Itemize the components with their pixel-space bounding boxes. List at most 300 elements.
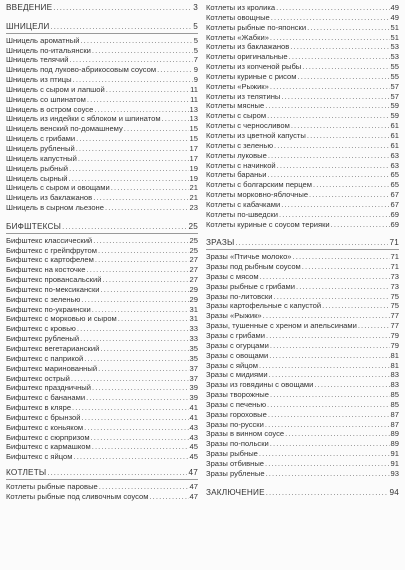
entry-title: Шницель со шпинатом xyxy=(6,94,86,104)
page-number: 19 xyxy=(189,173,198,183)
page-number: 51 xyxy=(390,22,399,32)
page-number: 57 xyxy=(390,91,399,101)
entry-title: Котлеты рыбные под сливочным соусом xyxy=(6,491,149,501)
entry-title: Шницель из индейки с яблоком и шпинатом xyxy=(6,114,161,124)
entry-title: Зразы «Рыжик» xyxy=(206,311,262,321)
page-number: 89 xyxy=(390,429,399,439)
dot-leader xyxy=(101,285,189,295)
page-number: 63 xyxy=(390,160,399,170)
page-number: 39 xyxy=(189,393,198,403)
dot-leader xyxy=(87,95,189,105)
page-number: 25 xyxy=(189,245,198,255)
toc-entry xyxy=(6,482,198,492)
dot-leader xyxy=(263,311,390,321)
toc-entry xyxy=(6,114,198,124)
toc-right-column xyxy=(206,3,399,498)
page-number: 43 xyxy=(189,432,198,442)
dot-leader xyxy=(259,361,390,371)
dot-leader xyxy=(267,170,389,180)
page-number: 75 xyxy=(390,301,399,311)
dot-leader xyxy=(76,144,189,154)
entry-title: Котлеты мясные xyxy=(206,101,265,111)
page-number: 65 xyxy=(390,170,399,180)
toc-entry xyxy=(206,272,399,282)
dot-leader xyxy=(92,46,193,56)
page-number: 59 xyxy=(390,101,399,111)
dot-leader xyxy=(260,272,390,282)
page-number: 5 xyxy=(193,21,198,31)
page-number: 11 xyxy=(190,84,198,94)
dot-leader xyxy=(265,420,390,430)
entry-title: Зразы рубленые xyxy=(206,468,265,478)
page-number: 35 xyxy=(189,344,198,353)
page-number: 21 xyxy=(189,183,198,193)
entry-title: Зразы, тушенные с хреном и апельсинами xyxy=(206,321,357,331)
dot-leader xyxy=(99,482,189,492)
toc-entry xyxy=(6,344,198,354)
page-number: 9 xyxy=(193,75,198,85)
entry-title: Зразы рыбные xyxy=(206,449,258,459)
dot-leader xyxy=(279,210,390,220)
dot-leader xyxy=(102,275,188,285)
entry-title: Бифштекс с морковью и сыром xyxy=(6,314,117,324)
entry-title: Зразы гороховые xyxy=(206,409,267,419)
entry-title: Шницель в сырном льезоне xyxy=(6,203,104,213)
page-number: 27 xyxy=(189,265,198,275)
entry-title: Бифштекс в кляре xyxy=(6,403,72,413)
toc-entry xyxy=(6,334,198,344)
page-number: 5 xyxy=(193,35,198,45)
entry-title: Бифштекс с брынзой xyxy=(6,412,81,422)
page-number: 71 xyxy=(389,238,399,248)
entry-title: Шницель под луково-абрикосовым соусом xyxy=(6,65,157,75)
entry-title: Зразы в винном соусе xyxy=(206,429,285,439)
dot-leader xyxy=(331,220,390,230)
page-number: 3 xyxy=(193,3,198,12)
toc-section-heading xyxy=(206,238,399,248)
toc-entry xyxy=(206,92,399,102)
dot-leader xyxy=(273,292,389,302)
dot-leader xyxy=(322,301,389,311)
page-number: 73 xyxy=(390,281,399,291)
page-number: 31 xyxy=(189,304,198,314)
entry-title: Зразы по-литовски xyxy=(206,291,273,301)
page-number: 17 xyxy=(189,143,198,153)
entry-title: Котлеты из копченой рыбы xyxy=(206,62,302,72)
page-number: 51 xyxy=(390,32,399,42)
dot-leader xyxy=(298,72,390,82)
entry-title: Шницель из птицы xyxy=(6,75,72,85)
dot-leader xyxy=(157,65,193,75)
entry-title: Шницель в остром соусе xyxy=(6,104,94,114)
page-number: 91 xyxy=(390,449,399,459)
entry-title: Зразы с мясом xyxy=(206,271,259,281)
dot-leader xyxy=(285,429,389,439)
section-spacer xyxy=(6,13,198,22)
toc-entry xyxy=(6,65,198,75)
toc-entry xyxy=(206,3,399,13)
page-number: 81 xyxy=(390,350,399,360)
entry-title: Зразы «Птичье молоко» xyxy=(206,252,292,262)
toc-entry xyxy=(206,141,399,151)
page-number: 31 xyxy=(189,314,198,324)
dot-leader xyxy=(270,341,390,351)
page-number: 25 xyxy=(189,235,198,245)
entry-title: Зразы с печенью xyxy=(206,399,267,409)
dot-leader xyxy=(302,62,389,72)
page-number: 19 xyxy=(189,163,198,173)
dot-leader xyxy=(293,252,390,262)
entry-title: Зразы по-польски xyxy=(206,439,269,449)
section-divider xyxy=(6,33,198,34)
toc-entry xyxy=(206,351,399,361)
toc-entry xyxy=(6,285,198,295)
page-number: 71 xyxy=(390,262,399,272)
entry-title: Шницель с грибами xyxy=(6,134,76,144)
entry-title: Бифштекс с грейпфрутом xyxy=(6,245,97,255)
dot-leader xyxy=(87,265,189,275)
toc-entry xyxy=(6,275,198,285)
toc-entry xyxy=(6,374,198,384)
entry-title: Шницель венский по-домашнему xyxy=(6,124,123,134)
entry-title: Бифштекс провансальский xyxy=(6,275,102,285)
dot-leader xyxy=(98,364,188,374)
dot-leader xyxy=(259,449,390,459)
page-number: 55 xyxy=(390,71,399,81)
entry-title: Котлеты куриные с соусом терияки xyxy=(206,219,330,229)
toc-entry xyxy=(206,42,399,52)
toc-entry xyxy=(206,220,399,230)
entry-title: Котлеты с зеленью xyxy=(206,140,274,150)
dot-leader xyxy=(265,459,390,469)
toc-entry xyxy=(206,341,399,351)
entry-title: Зразы из говядины с овощами xyxy=(206,380,314,390)
entry-title: Зразы с овощами xyxy=(206,350,269,360)
page-number: 69 xyxy=(390,219,399,229)
toc-entry xyxy=(206,72,399,82)
page-number: 49 xyxy=(390,12,399,22)
toc-entry xyxy=(206,361,399,371)
dot-leader xyxy=(47,468,187,478)
entry-title: Бифштекс с кармашком xyxy=(6,442,91,452)
dot-leader xyxy=(86,393,188,403)
section-spacer xyxy=(206,479,399,488)
toc-entry xyxy=(6,324,198,334)
entry-title: Котлеты из телятины xyxy=(206,91,281,101)
dot-leader xyxy=(281,200,389,210)
page-number: 53 xyxy=(390,52,399,62)
page-number: 94 xyxy=(389,487,399,497)
toc-section-heading xyxy=(6,3,198,13)
entry-title: Шницель капустный xyxy=(6,153,77,163)
dot-leader xyxy=(289,52,390,62)
entry-title: Котлеты бараньи xyxy=(206,170,267,180)
toc-entry xyxy=(206,449,399,459)
section-title: ЗРАЗЫ xyxy=(206,238,235,248)
entry-title: Бифштекс вегетарианский xyxy=(6,344,100,353)
entry-title: Бифштекс маринованный xyxy=(6,363,98,373)
dot-leader xyxy=(69,164,188,174)
toc-entry xyxy=(6,203,198,213)
page-number: 83 xyxy=(390,370,399,380)
entry-title: Бифштекс с сюрпризом xyxy=(6,432,90,442)
page-number: 93 xyxy=(390,468,399,478)
toc-entry xyxy=(206,262,399,272)
section-title: ЗАКЛЮЧЕНИЕ xyxy=(206,487,265,497)
dot-leader xyxy=(271,13,390,23)
dot-leader xyxy=(69,174,189,184)
toc-entry xyxy=(6,413,198,423)
dot-leader xyxy=(291,121,390,131)
section-spacer xyxy=(206,229,399,238)
toc-entry xyxy=(206,321,399,331)
toc-entry xyxy=(206,311,399,321)
toc-entry xyxy=(6,314,198,324)
entry-title: Бифштекс по-украински xyxy=(6,304,91,314)
entry-title: Зразы творожные xyxy=(206,390,269,400)
toc-entry xyxy=(6,55,198,65)
toc-entry xyxy=(206,210,399,220)
dot-leader xyxy=(73,75,193,85)
toc-entry xyxy=(206,131,399,141)
entry-title: Шницель рыбный xyxy=(6,163,69,173)
page-number: 5 xyxy=(193,45,198,55)
page-number: 23 xyxy=(189,203,198,213)
dot-leader xyxy=(269,370,390,380)
toc-entry xyxy=(206,252,399,262)
entry-title: Шницель по-итальянски xyxy=(6,45,91,55)
entry-title: Бифштекс на косточке xyxy=(6,265,86,275)
section-title: ШНИЦЕЛИ xyxy=(6,21,50,31)
page-number: 27 xyxy=(189,275,198,285)
page-number: 37 xyxy=(189,363,198,373)
page-number: 33 xyxy=(189,324,198,334)
page-number: 33 xyxy=(189,334,198,344)
section-divider xyxy=(6,479,198,480)
dot-leader xyxy=(84,354,188,364)
entry-title: Котлеты из баклажанов xyxy=(206,42,290,52)
page-number: 73 xyxy=(390,271,399,281)
dot-leader xyxy=(78,154,189,164)
page-number: 47 xyxy=(189,491,198,501)
dot-leader xyxy=(100,344,188,354)
page-number: 17 xyxy=(189,153,198,163)
entry-title: Зразы с огурцами xyxy=(206,340,269,350)
dot-leader xyxy=(106,85,189,95)
page-number: 39 xyxy=(189,383,198,393)
page-number: 79 xyxy=(390,331,399,340)
page-number: 13 xyxy=(189,114,198,124)
dot-leader xyxy=(358,321,390,331)
page-number: 77 xyxy=(390,311,399,321)
dot-leader xyxy=(267,400,390,410)
dot-leader xyxy=(82,413,189,423)
toc-entry xyxy=(6,393,198,403)
dot-leader xyxy=(290,42,389,52)
section-divider xyxy=(206,249,399,250)
dot-leader xyxy=(266,469,390,479)
page-number: 71 xyxy=(390,252,399,262)
page-number: 45 xyxy=(189,452,198,462)
toc-entry xyxy=(206,180,399,190)
page-number: 61 xyxy=(390,140,399,150)
entry-title: Котлеты рыбные паровые xyxy=(6,481,98,491)
dot-leader xyxy=(314,380,389,390)
page-number: 85 xyxy=(390,399,399,409)
entry-title: Бифштекс с зеленью xyxy=(6,294,81,304)
toc-entry xyxy=(6,95,198,105)
toc-entry xyxy=(6,144,198,154)
dot-leader xyxy=(53,3,192,13)
entry-title: Зразы по-русски xyxy=(206,419,264,429)
page-number: 61 xyxy=(390,130,399,140)
page-number: 27 xyxy=(189,255,198,265)
page-number: 65 xyxy=(390,180,399,190)
entry-title: Бифштекс классический xyxy=(6,235,93,245)
toc-entry xyxy=(6,354,198,364)
toc-entry xyxy=(6,265,198,275)
page-number: 77 xyxy=(390,321,399,331)
entry-title: Бифштекс с картофелем xyxy=(6,255,94,265)
dot-leader xyxy=(307,23,389,33)
entry-title: Котлеты с кабачками xyxy=(206,199,281,209)
toc-entry xyxy=(206,439,399,449)
toc-entry xyxy=(206,370,399,380)
dot-leader xyxy=(92,442,189,452)
dot-leader xyxy=(94,105,188,115)
page-number: 67 xyxy=(390,199,399,209)
entry-title: Шницель рубленый xyxy=(6,143,75,153)
toc-entry xyxy=(6,36,198,46)
dot-leader xyxy=(124,124,189,134)
toc-entry xyxy=(6,452,198,462)
dot-leader xyxy=(98,246,189,256)
page-number: 55 xyxy=(390,62,399,72)
toc-entry xyxy=(206,121,399,131)
page-number: 9 xyxy=(193,65,198,75)
toc-entry xyxy=(6,492,198,502)
toc-entry xyxy=(6,246,198,256)
toc-entry xyxy=(206,400,399,410)
page-number: 87 xyxy=(390,419,399,429)
dot-leader xyxy=(76,134,188,144)
toc-entry xyxy=(206,331,399,341)
dot-leader xyxy=(71,374,189,384)
toc-entry xyxy=(6,433,198,443)
entry-title: Котлеты «Рыжик» xyxy=(206,81,269,91)
entry-title: Котлеты из цветной капусты xyxy=(206,130,306,140)
dot-leader xyxy=(95,255,189,265)
page-number: 85 xyxy=(390,390,399,400)
dot-leader xyxy=(62,222,187,232)
entry-title: Зразы отбивные xyxy=(206,458,265,468)
page-number: 63 xyxy=(390,150,399,160)
toc-entry xyxy=(206,161,399,171)
page-number: 57 xyxy=(390,81,399,91)
toc-entry xyxy=(6,174,198,184)
page-number: 47 xyxy=(189,481,198,491)
page-number: 61 xyxy=(390,121,399,131)
page-number: 15 xyxy=(189,134,198,144)
page-number: 15 xyxy=(189,124,198,134)
dot-leader xyxy=(73,452,188,462)
entry-title: Бифштекс с коньяком xyxy=(6,422,84,432)
page-number: 89 xyxy=(390,439,399,449)
entry-title: Котлеты с черносливом xyxy=(206,121,290,131)
toc-entry xyxy=(6,46,198,56)
toc-entry xyxy=(6,305,198,315)
toc-entry xyxy=(6,255,198,265)
dot-leader xyxy=(270,82,390,92)
page-number: 21 xyxy=(189,193,198,203)
dot-leader xyxy=(268,151,390,161)
page-number: 7 xyxy=(193,55,198,65)
toc-entry xyxy=(206,82,399,92)
page-number: 29 xyxy=(189,294,198,304)
dot-leader xyxy=(93,193,188,203)
toc-entry xyxy=(6,75,198,85)
entry-title: Котлеты куриные с рисом xyxy=(206,71,297,81)
toc-section-heading xyxy=(206,488,399,498)
toc-section-heading xyxy=(6,22,198,32)
dot-leader xyxy=(270,390,390,400)
page-number: 45 xyxy=(189,442,198,452)
entry-title: Котлеты оригинальные xyxy=(206,52,288,62)
toc-entry xyxy=(6,154,198,164)
toc-entry xyxy=(206,200,399,210)
dot-leader xyxy=(268,410,390,420)
page-number: 91 xyxy=(390,458,399,468)
page-number: 83 xyxy=(390,380,399,390)
entry-title: Котлеты луковые xyxy=(206,150,267,160)
entry-title: Бифштекс острый xyxy=(6,373,70,383)
toc-entry xyxy=(6,442,198,452)
section-title: ВВЕДЕНИЕ xyxy=(6,3,53,12)
dot-leader xyxy=(307,131,390,141)
dot-leader xyxy=(81,295,188,305)
toc-entry xyxy=(206,62,399,72)
dot-leader xyxy=(69,55,192,65)
dot-leader xyxy=(296,282,390,292)
page-number: 81 xyxy=(390,360,399,370)
entry-title: Котлеты из кролика xyxy=(206,3,276,12)
entry-title: Котлеты рыбные по-японски xyxy=(206,22,307,32)
entry-title: Бифштекс праздничный xyxy=(6,383,91,393)
entry-title: Котлеты с сыром xyxy=(206,111,267,121)
dot-leader xyxy=(92,383,189,393)
section-divider xyxy=(6,233,198,234)
toc-entry xyxy=(6,164,198,174)
toc-entry xyxy=(206,292,399,302)
toc-entry xyxy=(206,410,399,420)
page-number: 13 xyxy=(189,104,198,114)
entry-title: Зразы под рыбным соусом xyxy=(206,262,301,272)
page-number: 79 xyxy=(390,340,399,350)
page-number: 59 xyxy=(390,111,399,121)
toc-entry xyxy=(6,295,198,305)
page-number: 35 xyxy=(189,353,198,363)
toc-entry xyxy=(6,85,198,95)
entry-title: Шницель телячий xyxy=(6,55,69,65)
toc-section-heading xyxy=(6,468,198,478)
toc-entry xyxy=(206,429,399,439)
entry-title: Зразы с мидиями xyxy=(206,370,268,380)
dot-leader xyxy=(269,351,389,361)
page-number: 67 xyxy=(390,190,399,200)
toc-entry xyxy=(206,151,399,161)
page-number: 37 xyxy=(189,373,198,383)
entry-title: Зразы с грибами xyxy=(206,331,265,340)
